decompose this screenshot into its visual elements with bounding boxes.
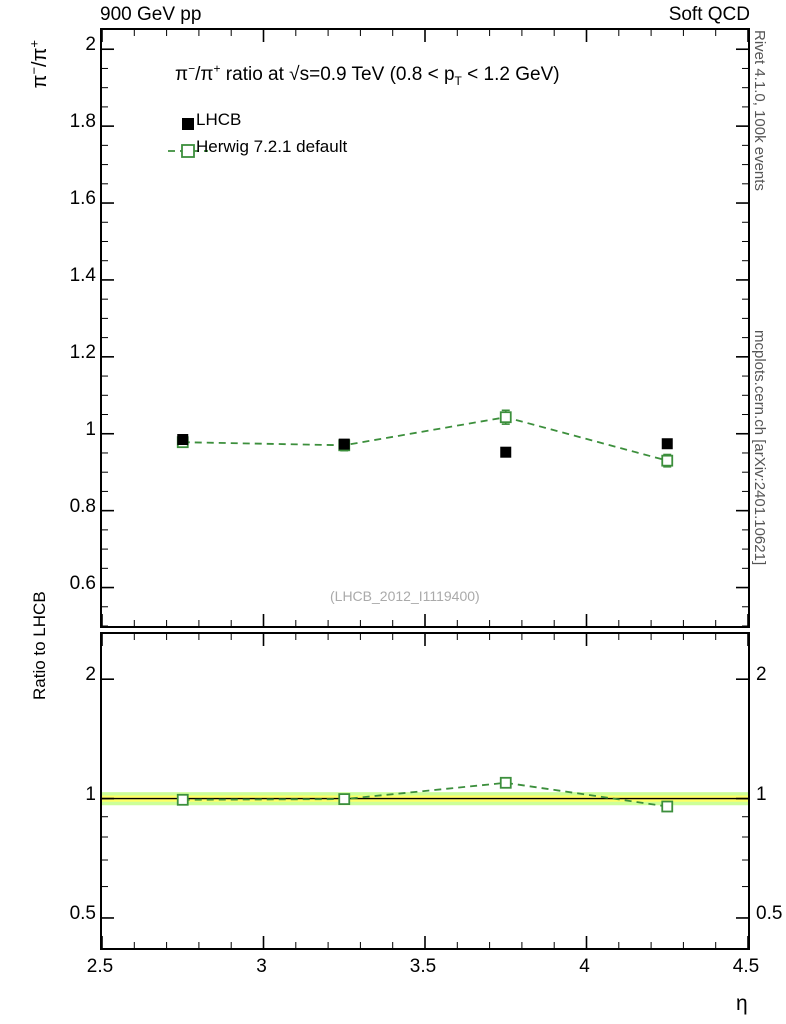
y-axis-label-main-text: π−/π+: [26, 40, 51, 89]
y-tick-label-ratio-right: 2: [756, 664, 767, 686]
x-tick-label: 4.5: [732, 956, 760, 977]
analysis-watermark: (LHCB_2012_I1119400): [330, 588, 480, 604]
lhcb-marker-main: [177, 434, 188, 445]
y-tick-label-ratio-right: 1: [756, 783, 767, 805]
y-tick-label-main: 2: [85, 34, 96, 56]
herwig-marker-ratio: [662, 802, 672, 812]
y-tick-label-main: 1: [85, 418, 96, 440]
x-tick-label: 3.5: [409, 956, 437, 977]
lhcb-marker-main: [500, 447, 511, 458]
rivet-version-annotation: Rivet 4.1.0, 100k events: [751, 30, 768, 191]
ratio-plot-canvas: [102, 634, 748, 948]
x-axis-label: η: [736, 992, 748, 1015]
ratio-plot-panel: [100, 632, 750, 950]
herwig-marker-main: [501, 412, 511, 422]
y-tick-label-main: 1.6: [69, 188, 96, 210]
y-tick-label-main: 1.2: [69, 341, 96, 363]
herwig-line-main: [183, 417, 668, 460]
y-axis-label-main: [26, 40, 52, 88]
y-tick-label-ratio-left: 1: [85, 783, 96, 805]
x-tick-label: 3: [256, 956, 267, 977]
x-tick-label: 4: [579, 956, 590, 977]
y-tick-label-ratio-left: 0.5: [69, 902, 96, 924]
y-tick-label-main: 0.8: [69, 495, 96, 517]
y-tick-label-main: 0.6: [69, 572, 96, 594]
x-tick-label: 2.5: [86, 956, 114, 977]
mcplots-annotation: mcplots.cern.ch [arXiv:2401.10621]: [751, 330, 768, 566]
plot-title-text: π−/π+ ratio at √s=0.9 TeV ($0.8 < p_T < 1.2$ GeV): [175, 62, 560, 89]
y-tick-label-main: 1.4: [69, 264, 96, 286]
y-tick-label-ratio-right: 0.5: [756, 902, 783, 924]
herwig-marker-main: [662, 456, 672, 466]
plot-title: [175, 62, 560, 88]
header-right: Soft QCD: [668, 4, 750, 25]
herwig-marker-ratio: [339, 794, 349, 804]
legend-marker-lhcb: [182, 118, 194, 130]
y-axis-label-ratio: Ratio to LHCB: [30, 591, 49, 700]
header-left: 900 GeV pp: [100, 4, 202, 25]
herwig-marker-ratio: [178, 795, 188, 805]
legend-label-1: Herwig 7.2.1 default: [196, 137, 348, 156]
legend-marker-herwig: [182, 145, 194, 157]
lhcb-marker-main: [339, 439, 350, 450]
y-tick-label-ratio-left: 2: [85, 664, 96, 686]
herwig-marker-ratio: [501, 778, 511, 788]
y-tick-label-main: 1.8: [69, 111, 96, 133]
legend-label-0: LHCB: [196, 110, 242, 129]
lhcb-marker-main: [662, 438, 673, 449]
